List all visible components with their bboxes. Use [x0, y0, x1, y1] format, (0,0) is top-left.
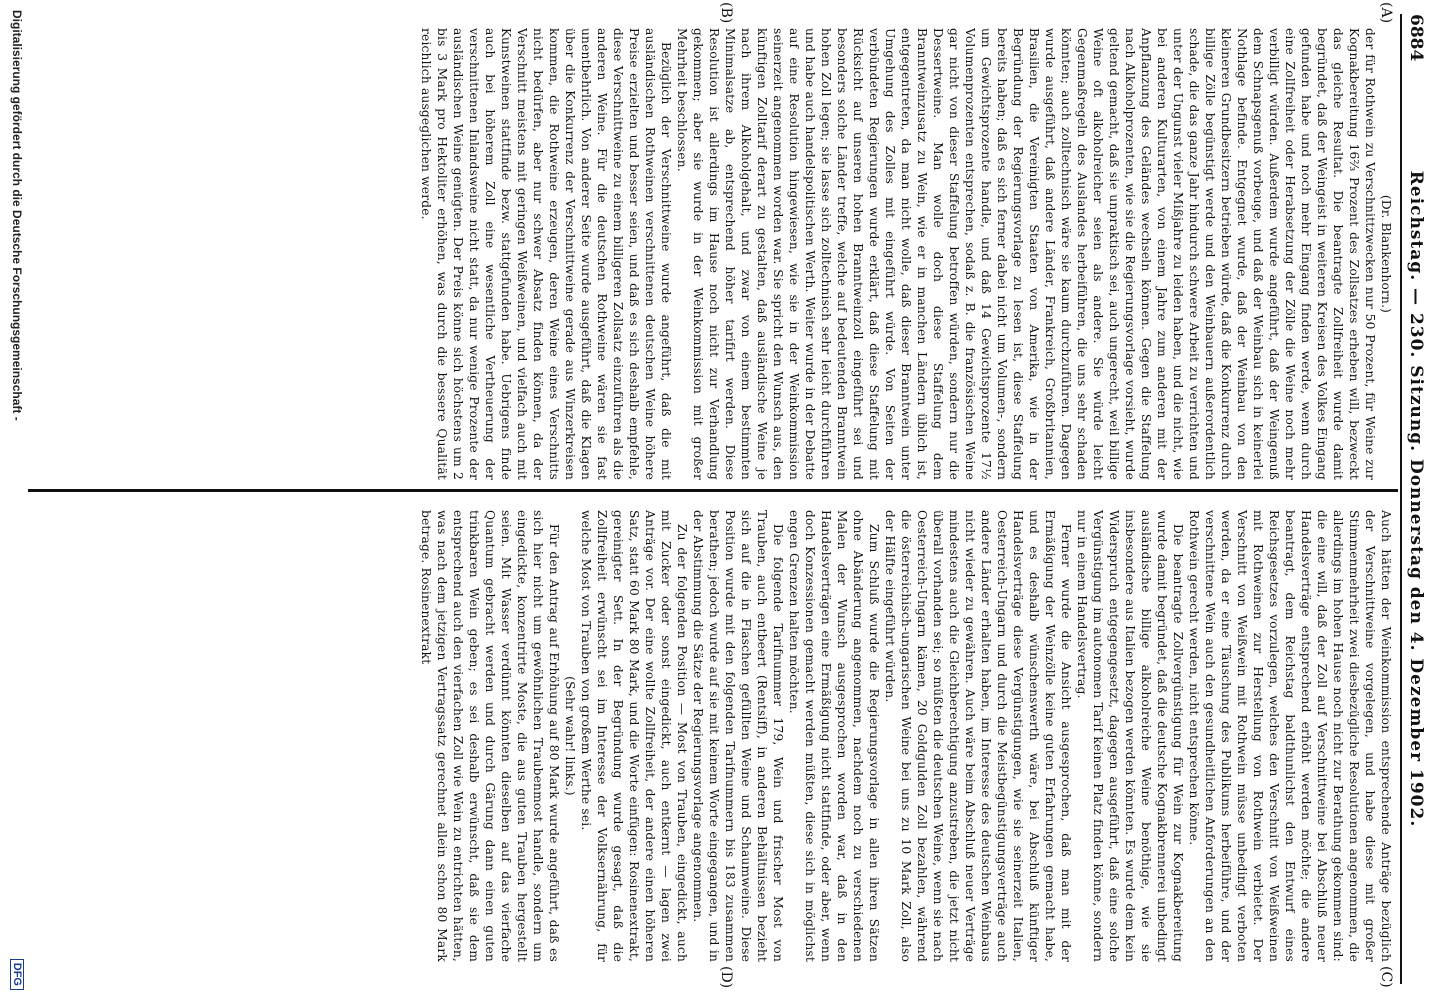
page-title: Reichstag. — 230. Sitzung. Donnerstag den 4. Dezember 1902.: [1406, 170, 1426, 828]
paragraph: Zu der folgenden Position — Most von Trauben, eingedickt, auch mit Zucker oder sonst eingedickt, auch entkernt — lagen zwei Anträge vor. Der eine wollte Zollfreiheit, der andere einen höheren Satz, statt 60 Mark 80 Mark, und die Worte einfügen: Rosinenextrakt, gereinigter Sett. In der Begründung wurde gesagt, daß die Zollfreiheit erwünscht sei im Interesse der Volksernährung, für welche Most von Trauben von großem Werthe sei.: [579, 510, 689, 962]
paragraph: Bezüglich der Verschnittweine wurde angeführt, daß die mit ausländischen Rothweinen verschnittenen deutschen Weine höhere Preise erzielten und besser seien, und daß es sich deshalb empfehle, diese Verschnittweine zu einem billigeren Zollsatz einzuführen als die anderen Weine. Für die deutschen Rothweine wären sie fast unentbehrlich. Von anderer Seite wurde ausgeführt, daß die Klagen über die Konkurrenz der Verschnittweine gerade aus Winzerkreisen kommen, die Rothweine erzeugen, deren Weine eines Verschnitts nicht bedürfen, aber nur schwer Absatz finden können, da der Verschnitt meistens mit geringen Weißweinen, und vielfach auch mit Kunstweinen stattfinde bezw. stattgefunden habe. Uebrigens finde auch bei höherem Zoll eine wesentliche Vertheuerung der verschnittenen Inlandsweine nicht statt, da nur wenige Prozente der ausländischen Weine genügten. Der Preis könne sich höchstens um 2 bis 3 Mark pro Hektoliter erhöhen, was durch die bessere Qualität reichlich ausgeglichen werde.: [419, 28, 673, 480]
margin-letter-c: (C): [1378, 966, 1394, 988]
paragraph: Auch hätten der Weinkommission entsprechende Anträge bezüglich der Verschnittweine vorgelegen, und habe diese mit großer Stimmenmehrheit zwei diesbezügliche Resolutionen angenommen, die allerdings im hohen Hause noch nicht zur Berathung gekommen sind: die eine will, daß der Zoll auf Verschnittweine bei Abschluß neuer Handelsverträge entsprechend erhöht werden möchte; die andere beantragt, dem Reichstag baldthunlichst den Entwurf eines Reichsgesetzes vorzulegen, welches den Verschnitt von Weißweinen mit Rothweinen zur Herstellung von Rothwein verbietet. Der Verschnitt von Weißwein mit Rothwein müsse unbedingt verboten werden, da er eine Täuschung des Publikums herbeiführe, und der verschnittene Wein auch den gesundheitlichen Anforderungen an den Rothwein gerecht werden, nicht entsprechen könne.: [1187, 510, 1393, 962]
header-rule: [1400, 14, 1402, 984]
column-separator: [28, 489, 1398, 492]
page-number: 6884: [1406, 14, 1426, 62]
dfg-logo: DFG: [10, 959, 24, 990]
right-column: [34, 510, 1394, 962]
paragraph: Die beantragte Zollvergünstigung für Wein zur Kognakbereitung wurde damit begründet, daß die deutsche Kognakbrennerei unbedingt ausländische billige alkoholreiche Weine benöthige, wie sie insbesondere aus Italien bezogen werden könnten. Es wurde dem kein Widerspruch entgegengesetzt, dagegen ausgeführt, daß eine solche Vergünstigung im autonomen Tarif keinen Platz finden könne, sondern nur in einem Handelsvertrag.: [1075, 510, 1185, 962]
footer-text: Digitalisierung gefördert durch die Deutsche Forschungsgemeinschaft -: [10, 10, 24, 421]
paragraph: Ferner wurde die Ansicht ausgesprochen, daß man mit der Ermäßigung der Weinzölle keine guten Erfahrungen gemacht habe, und es deshalb wünschenswerth wäre, bei Abschluß künftiger Handelsverträge diese Vergünstigungen, wie sie seinerzeit Italien, Oesterreich-Ungarn und durch die Meistbegünstigungsverträge auch andere Länder erhalten haben, im Interesse des deutschen Weinbaus nicht wieder zu gewähren. Auch wäre beim Abschluß neuer Verträge mindestens auch die Gleichberechtigung anzustreben, die jetzt nicht überall vorhanden sei; so müßten die deutschen Weine, wenn sie nach Oesterreich-Ungarn kämen, 20 Goldgulden Zoll bezahlen, während die österreichisch-ungarischen Weine bei uns zu 10 Mark Zoll, also der Hälfte eingeführt würden.: [883, 510, 1073, 962]
margin-letter-b: (B): [718, 2, 734, 24]
margin-letter-a: (A): [1378, 2, 1394, 24]
paragraph: Zum Schluß wurde die Regierungsvorlage in allen ihren Sätzen ohne Abänderung angenommen, nachdem noch zu verschiedenen Malen der Wunsch ausgesprochen worden war, daß in den Handelsverträgen eine Ermäßigung nicht stattfinde, oder aber, wenn doch Konzessionen gemacht werden müßten, diese sich in möglichst engen Grenzen halten möchten.: [787, 510, 881, 962]
margin-letter-d: (D): [718, 966, 734, 989]
digitization-footer: [4, 10, 24, 990]
paragraph: Die folgende Tarifnummer 179, Wein und frischer Most von Trauben, auch entbeert (Rentsiff), in anderen Behältnissen bezieht sich auf die in Flaschen gefüllten Weine und Schaumweine. Diese Position wurde mit den folgenden Tarifnummern bis 183 zusammen berathen; jedoch wurde auf sie mit keinem Worte eingegangen, und in der Abstimmung die Sätze der Regierungsvorlage angenommen.: [691, 510, 785, 962]
paragraph: der für Rothwein zu Verschnittzwecken nur 50 Prozent, für Weine zur Kognakbereitung 16⅔ Prozent des Zollsatzes erheben will, bezweckt das gleiche Resultat. Die beantragte Zollfreiheit wurde damit begründet, daß der Weingeist in weiteren Kreisen des Volkes Eingang gefunden habe und noch mehr Eingang finden werde, wenn durch eine Zollfreiheit oder Herabsetzung der Zölle die Weine noch mehr verbilligt würden. Außerdem wurde angeführt, daß der Weingenuß dem Schnapsgenuß vorbeuge, und daß der Weinbau sich in keinerlei Nothlage befinde. Entgegnet wurde, daß der Weinbau von den kleineren Grundbesitzern betrieben würde, daß die Konkurrenz durch billige Zölle begünstigt werde und den Weinbauern außerordentlich schade, die das ganze Jahr hindurch schwere Arbeit zu verrichten und unter der Ungunst vieler Mißjahre zu leiden haben, und die nicht, wie bei anderen Kulturarten, von einem Jahre zum anderen mit der Anpflanzung des Geländes wechseln können. Gegen die Staffelung nach Alkoholprozenten, wie sie die Regierungsvorlage vorsieht, wurde geltend gemacht, daß sie unpraktisch sei, auch ungerecht, weil billige Weine oft alkoholreicher seien als andere. Sie würde leicht Gegenmaßregeln des Auslandes herbeiführen, die uns sehr schaden könnten; auch zolltechnisch wäre sie kaum durchzuführen. Dagegen wurde ausgeführt, daß andere Länder, Frankreich, Großbritannien, Brasilien, die Vereinigten Staaten von Amerika, wie in der Begründung der Regierungsvorlage zu lesen ist, diese Staffelung bereits haben; daß es sich ferner dabei nicht um Volumen-, sondern um Gewichtsprozente handle, und daß 14 Gewichtsprozente 17½ Volumenprozenten entsprechen, sodaß z. B. die französischen Weine gar nicht von dieser Staffelung betroffen würden, sondern nur die Dessertweine. Man wolle doch diese Staffelung dem Branntweinzusatz zu Wein, wie er in manchen Ländern üblich ist, entgegentreten, da man nicht wolle, daß dieser Branntwein unter Umgehung des Zolles mit eingeführt würde. Von Seiten der verbündeten Regierungen wurde erklärt, daß diese Staffelung mit Rücksicht auf unseren hohen Branntweinzoll eingeführt sei und besonders solche Länder treffe, welche auf bedeutenden Branntwein hohen Zoll legen; sie lasse sich zolltechnisch sehr leicht durchführen und habe auch handelspolitischen Werth. Weiter wurde in der Debatte auf eine Resolution hingewiesen, wie sie in der Weinkommission seinerzeit angenommen worden war. Sie spricht den Wunsch aus, den künftigen Zolltarif derart zu gestalten, daß ausländische Weine je nach ihrem Alkoholgehalt, und zwar von einem bestimmten Minimalsatze ab, entsprechend höher tarifirt werden. Diese Resolution ist allerdings im Hause noch nicht zur Verhandlung gekommen; aber sie wurde in der Weinkommission mit großer Mehrheit beschlossen.: [675, 28, 1377, 480]
paragraph: Für den Antrag auf Erhöhung auf 80 Mark wurde angeführt, daß es sich hier nicht um gewöhnlichen Traubenmost handle, sondern um eingedickte, konzentrirte Moste, die aus guten Trauben hergestellt seien. Mit Wasser verdünnt könnten dieselben auf das vierfache Quantum gebracht werden und durch Gärung dann einen guten trinkbaren Wein geben; es sei deshalb erwünscht, daß sie dem entsprechend auch den vierfachen Zoll wie Wein zu entrichten hätten, was nach dem jetzigen Vertragssatz gerechnet allein schon 80 Mark betrage. Rosinenextrakt: [419, 510, 561, 962]
left-column: [34, 28, 1394, 480]
interjection: (Sehr wahr! links.): [563, 676, 577, 796]
speaker-name: (Dr. Blankenhorn.): [1379, 194, 1393, 314]
